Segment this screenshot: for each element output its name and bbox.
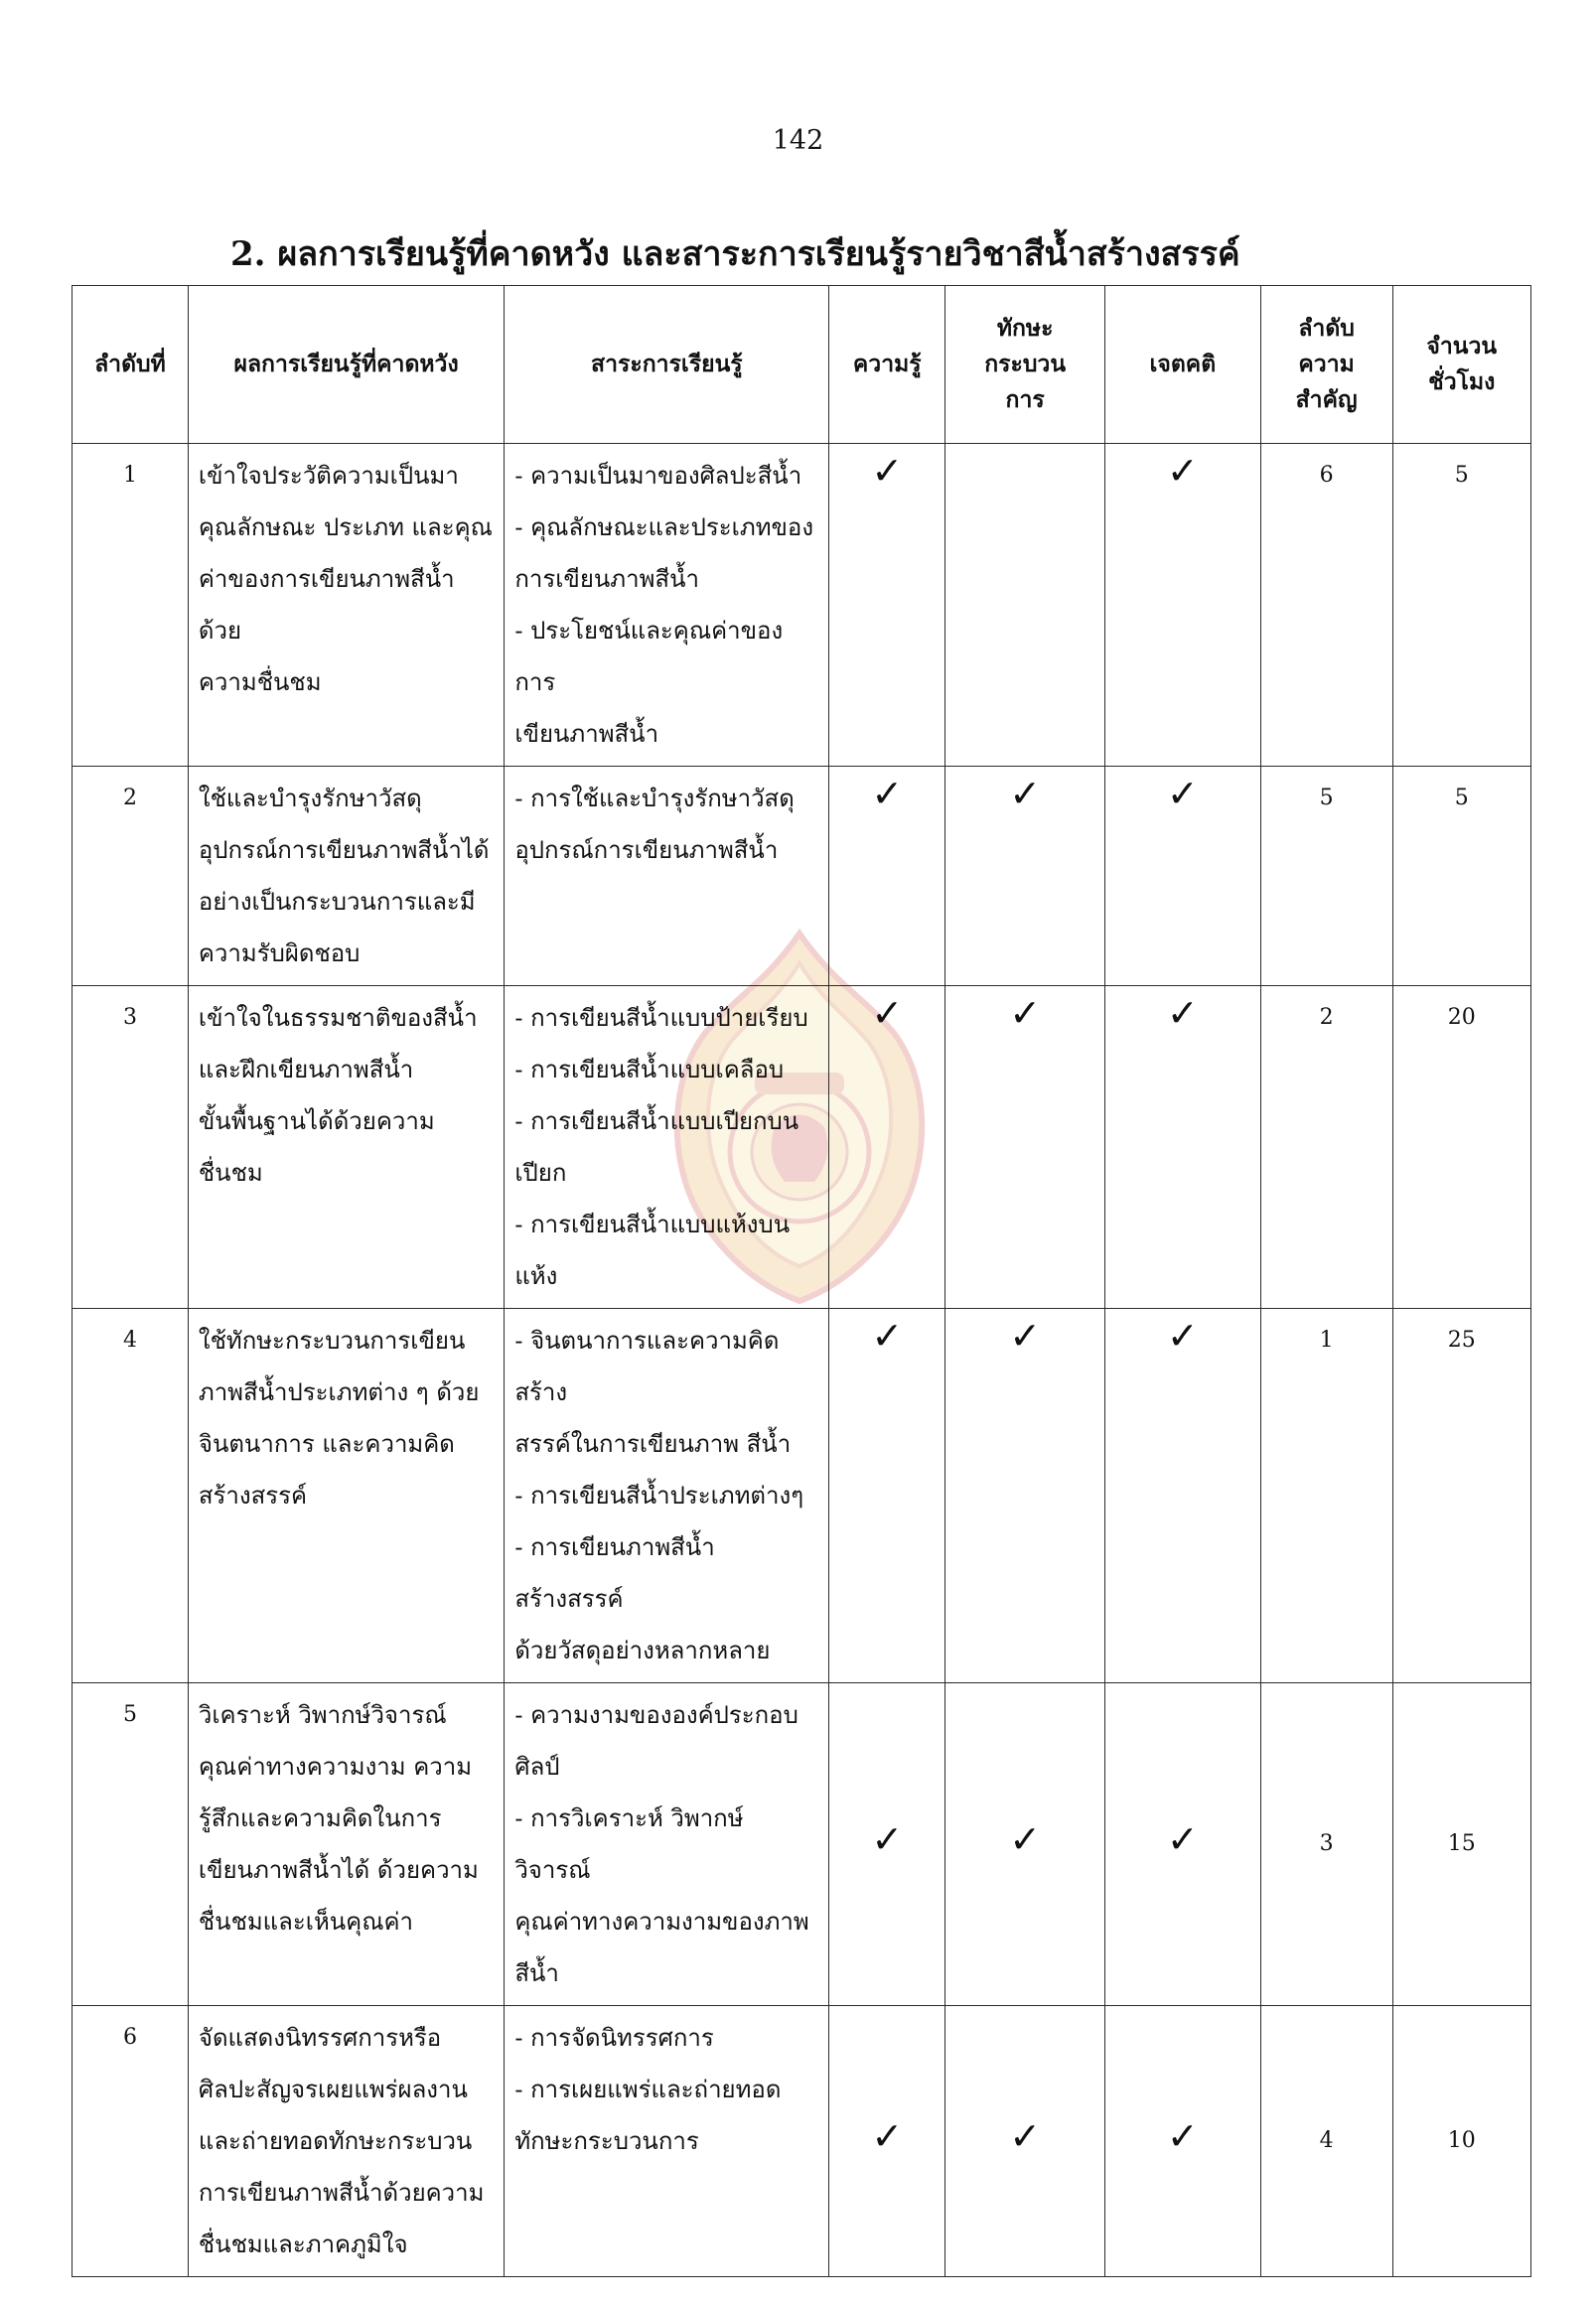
row-number: 2 [73, 767, 189, 986]
checkmark-icon: ✓ [871, 772, 904, 815]
content-line: - การเขียนภาพสีน้ำสร้างสรรค์ [514, 1533, 715, 1613]
header-hours [1392, 286, 1530, 444]
outcome-line: ชื่นชม [198, 1159, 263, 1187]
outcome-line: ศิลปะสัญจรเผยแพร่ผลงาน [198, 2076, 468, 2103]
checkmark-icon: ✓ [871, 991, 904, 1035]
row-knowledge [829, 986, 945, 1309]
row-skill [945, 1683, 1105, 2006]
header-rank-line: สำคัญ [1295, 386, 1358, 413]
outcome-line: และถ่ายทอดทักษะกระบวน [198, 2127, 473, 2155]
content-line: ด้วยวัสดุอย่างหลากหลาย [514, 1637, 771, 1664]
header-num: ลำดับที่ [73, 286, 189, 444]
row-rank: 3 [1260, 1683, 1392, 2006]
outcome-line: ชื่นชมและเห็นคุณค่า [198, 1908, 414, 1936]
header-outcome: ผลการเรียนรู้ที่คาดหวัง [188, 286, 504, 444]
row-outcome [188, 1683, 504, 2006]
outcome-line: อุปกรณ์การเขียนภาพสีน้ำได้ [198, 836, 490, 864]
row-skill [945, 1309, 1105, 1683]
row-rank: 6 [1260, 444, 1392, 767]
checkmark-icon: ✓ [871, 2114, 904, 2158]
row-knowledge [829, 444, 945, 767]
outcome-line: คุณค่าทางความงาม ความ [198, 1753, 473, 1781]
outcome-line: จินตนาการ และความคิด [198, 1430, 455, 1458]
checkmark-icon: ✓ [871, 449, 904, 493]
outcome-line: การเขียนภาพสีน้ำด้วยความ [198, 2179, 485, 2207]
row-knowledge [829, 2006, 945, 2277]
row-skill [945, 2006, 1105, 2277]
table-row [73, 767, 1531, 986]
outcome-line: เข้าใจในธรรมชาติของสีน้ำ [198, 1004, 478, 1032]
outcome-line: จัดแสดงนิทรรศการหรือ [198, 2024, 442, 2052]
table-row [73, 2006, 1531, 2277]
row-hours: 15 [1392, 1683, 1530, 2006]
content-line: - ประโยชน์และคุณค่าของการ [514, 617, 784, 696]
page-number: 142 [772, 125, 824, 156]
checkmark-icon: ✓ [1009, 1817, 1042, 1861]
content-line: - ความงามขององค์ประกอบ [514, 1701, 798, 1729]
row-knowledge [829, 1309, 945, 1683]
content-line: - การใช้และบำรุงรักษาวัสดุ [514, 785, 795, 812]
outcome-line: อย่างเป็นกระบวนการและมี [198, 888, 476, 916]
content-line: เปียก [514, 1159, 567, 1187]
content-line: อุปกรณ์การเขียนภาพสีน้ำ [514, 836, 779, 864]
row-attitude [1105, 2006, 1261, 2277]
table-row [73, 986, 1531, 1309]
row-rank: 2 [1260, 986, 1392, 1309]
content-line: - การเขียนสีน้ำแบบแห้งบน [514, 1211, 791, 1238]
content-line: - คุณลักษณะและประเภทของ [514, 513, 814, 541]
row-number: 4 [73, 1309, 189, 1683]
row-hours: 10 [1392, 2006, 1530, 2277]
content-line: เขียนภาพสีน้ำ [514, 720, 659, 748]
header-rank-line: ความ [1298, 351, 1355, 377]
row-outcome [188, 986, 504, 1309]
checkmark-icon: ✓ [1166, 449, 1199, 493]
content-line: - การเขียนสีน้ำประเภทต่างๆ [514, 1482, 804, 1510]
row-outcome [188, 444, 504, 767]
outcome-line: ค่าของการเขียนภาพสีน้ำด้วย [198, 565, 455, 645]
checkmark-icon: ✓ [1009, 1314, 1042, 1358]
row-number: 1 [73, 444, 189, 767]
header-rank [1260, 286, 1392, 444]
outcome-line: ชื่นชมและภาคภูมิใจ [198, 2231, 408, 2258]
content-line: - การเผยแพร่และถ่ายทอด [514, 2076, 782, 2103]
row-rank: 1 [1260, 1309, 1392, 1683]
outcome-line: คุณลักษณะ ประเภท และคุณ [198, 513, 493, 541]
row-knowledge [829, 1683, 945, 2006]
outcome-line: เข้าใจประวัติความเป็นมา [198, 462, 459, 490]
checkmark-icon: ✓ [1166, 1314, 1199, 1358]
content-line: ทักษะกระบวนการ [514, 2127, 699, 2155]
row-content [505, 767, 829, 986]
header-skill-line: ทักษะ [996, 315, 1054, 342]
content-line: - การเขียนสีน้ำแบบเคลือบ [514, 1056, 785, 1083]
row-attitude [1105, 1309, 1261, 1683]
row-outcome [188, 767, 504, 986]
row-skill [945, 767, 1105, 986]
header-skill [945, 286, 1105, 444]
outcome-line: ภาพสีน้ำประเภทต่าง ๆ ด้วย [198, 1378, 480, 1406]
content-line: สรรค์ในการเขียนภาพ สีน้ำ [514, 1430, 792, 1458]
outcome-line: ใช้และบำรุงรักษาวัสดุ [198, 785, 422, 812]
row-knowledge [829, 767, 945, 986]
content-line: - การวิเคราะห์ วิพากษ์วิจารณ์ [514, 1804, 744, 1884]
header-hours-line: จำนวน [1426, 333, 1498, 360]
section-title: 2. ผลการเรียนรู้ที่คาดหวัง และสาระการเรียนรู้รายวิชาสีน้ำสร้างสรรค์ [230, 234, 1240, 274]
checkmark-icon: ✓ [1009, 991, 1042, 1035]
row-content [505, 2006, 829, 2277]
outcome-line: เขียนภาพสีน้ำได้ ด้วยความ [198, 1856, 479, 1884]
content-line: - ความเป็นมาของศิลปะสีน้ำ [514, 462, 802, 490]
content-line: แห้ง [514, 1262, 558, 1290]
row-rank: 4 [1260, 2006, 1392, 2277]
header-skill-line: การ [1005, 386, 1045, 413]
header-content: สาระการเรียนรู้ [505, 286, 829, 444]
row-hours: 5 [1392, 767, 1530, 986]
row-number: 5 [73, 1683, 189, 2006]
row-content [505, 986, 829, 1309]
row-attitude [1105, 444, 1261, 767]
checkmark-icon: ✓ [1166, 991, 1199, 1035]
outcome-line: ความชื่นชม [198, 668, 322, 696]
header-rank-line: ลำดับ [1298, 315, 1355, 342]
content-line: - การจัดนิทรรศการ [514, 2024, 714, 2052]
content-line: การเขียนภาพสีน้ำ [514, 565, 699, 593]
row-skill [945, 986, 1105, 1309]
table-body [73, 444, 1531, 2277]
row-hours: 20 [1392, 986, 1530, 1309]
row-attitude [1105, 986, 1261, 1309]
content-line: - การเขียนสีน้ำแบบป้ายเรียบ [514, 1004, 808, 1032]
content-line: คุณค่าทางความงามของภาพ [514, 1908, 809, 1936]
row-content [505, 1683, 829, 2006]
row-attitude [1105, 767, 1261, 986]
content-line: - การเขียนสีน้ำแบบเปียกบน [514, 1107, 799, 1135]
outcome-line: ความรับผิดชอบ [198, 939, 361, 967]
row-rank: 5 [1260, 767, 1392, 986]
row-number: 6 [73, 2006, 189, 2277]
row-outcome [188, 2006, 504, 2277]
row-skill [945, 444, 1105, 767]
row-number: 3 [73, 986, 189, 1309]
row-outcome [188, 1309, 504, 1683]
checkmark-icon: ✓ [1166, 2114, 1199, 2158]
checkmark-icon: ✓ [871, 1817, 904, 1861]
row-attitude [1105, 1683, 1261, 2006]
checkmark-icon: ✓ [871, 1314, 904, 1358]
table-row [73, 444, 1531, 767]
outcome-line: ใช้ทักษะกระบวนการเขียน [198, 1327, 466, 1355]
header-attitude: เจตคติ [1105, 286, 1261, 444]
row-hours: 25 [1392, 1309, 1530, 1683]
checkmark-icon: ✓ [1009, 2114, 1042, 2158]
checkmark-icon: ✓ [1166, 1817, 1199, 1861]
outcome-line: และฝึกเขียนภาพสีน้ำ [198, 1056, 414, 1083]
outcome-line: วิเคราะห์ วิพากษ์วิจารณ์ [198, 1701, 447, 1729]
table-header-row [73, 286, 1531, 444]
checkmark-icon: ✓ [1166, 772, 1199, 815]
row-hours: 5 [1392, 444, 1530, 767]
table-row [73, 1683, 1531, 2006]
content-line: ศิลป์ [514, 1753, 560, 1781]
table-row [73, 1309, 1531, 1683]
row-content [505, 1309, 829, 1683]
outcome-line: รู้สึกและความคิดในการ [198, 1804, 442, 1832]
header-skill-line: กระบวน [984, 351, 1067, 377]
header-knowledge: ความรู้ [829, 286, 945, 444]
row-content [505, 444, 829, 767]
checkmark-icon: ✓ [1009, 772, 1042, 815]
header-hours-line: ชั่วโมง [1428, 368, 1496, 395]
outcome-line: สร้างสรรค์ [198, 1482, 308, 1510]
learning-outcomes-table [72, 285, 1531, 2277]
outcome-line: ขั้นพื้นฐานได้ด้วยความ [198, 1107, 435, 1135]
content-line: สีน้ำ [514, 1959, 559, 1987]
content-line: - จินตนาการและความคิดสร้าง [514, 1327, 780, 1406]
